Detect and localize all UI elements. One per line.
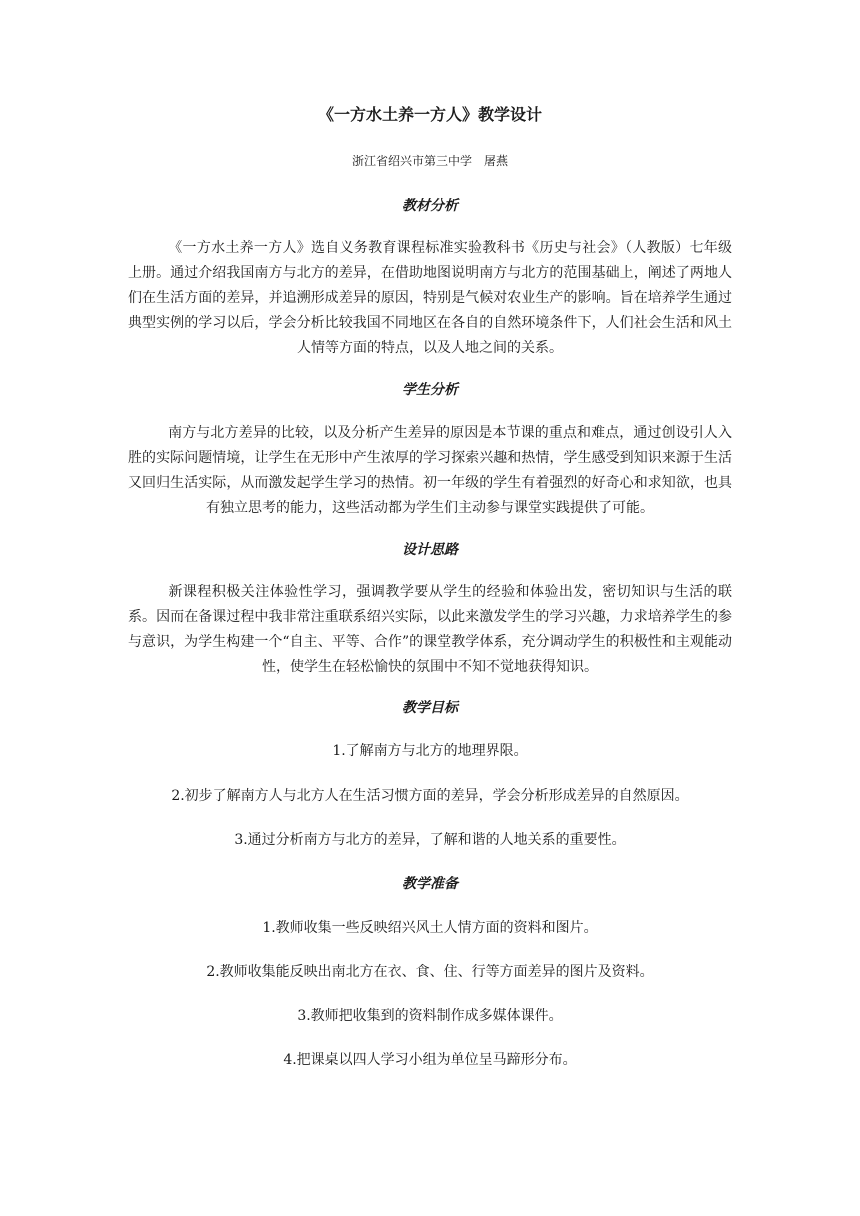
section-heading-students: 学生分析 xyxy=(402,382,458,398)
section-text-students-body: 南方与北方差异的比较，以及分析产生差异的原因是本节课的重点和难点，通过创设引人入胜的实际问题情境，让学生在无形中产生浓厚的学习探索兴趣和热情，学生感受到知识来源于生活又回归生活实际，从而激发起学生学习的热情。初一年级的学生有着强烈的好奇心和求知欲，也具有独立思考的能力，这些活动都为学生们主动参与课堂实践提供了可能。 xyxy=(128,425,732,516)
preparation-item: 1.教师收集一些反映绍兴风土人情方面的资料和图片。 xyxy=(262,920,598,936)
goal-item: 3.通过分析南方与北方的差异，了解和谐的人地关系的重要性。 xyxy=(234,832,626,848)
section-heading-materials: 教材分析 xyxy=(402,198,458,214)
section-text-materials-body: 《一方水土养一方人》选自义务教育课程标准实验教科书《历史与社会》（人教版）七年级上册。通过介绍我国南方与北方的差异，在借助地图说明南方与北方的范围基础上，阐述了两地人们在生活方面的差异，并追溯形成差异的原因，特别是气候对农业生产的影响。旨在培养学生通过典型实例的学习以后，学会分析比较我国不同地区在各自的自然环境条件下，人们社会生活和风土人情等方面的特点，以及人地之间的关系。 xyxy=(128,240,732,356)
goal-item: 1.了解南方与北方的地理界限。 xyxy=(332,743,528,759)
preparation-item: 3.教师把收集到的资料制作成多媒体课件。 xyxy=(297,1008,563,1024)
goal-item: 2.初步了解南方人与北方人在生活习惯方面的差异，学会分析形成差异的自然原因。 xyxy=(171,788,689,804)
document-author: 浙江省绍兴市第三中学 屠燕 xyxy=(351,154,508,168)
section-text-students xyxy=(128,421,732,521)
section-heading-preparation: 教学准备 xyxy=(402,876,458,892)
preparation-item: 4.把课桌以四人学习小组为单位呈马蹄形分布。 xyxy=(283,1052,577,1068)
section-text-design-body: 新课程积极关注体验性学习，强调教学要从学生的经验和体验出发，密切知识与生活的联系。因而在备课过程中我非常注重联系绍兴实际，以此来激发学生的学习兴趣，力求培养学生的参与意识，为学生构建一个“自主、平等、合作”的课堂教学体系，充分调动学生的积极性和主观能动性，使学生在轻松愉快的氛围中不知不觉地获得知识。 xyxy=(128,584,732,675)
section-heading-design: 设计思路 xyxy=(402,542,458,558)
section-heading-goals: 教学目标 xyxy=(402,700,458,716)
section-text-materials xyxy=(128,236,732,361)
preparation-item: 2.教师收集能反映出南北方在衣、食、住、行等方面差异的图片及资料。 xyxy=(206,964,654,980)
document-title: 《一方水土养一方人》教学设计 xyxy=(317,105,542,124)
section-text-design xyxy=(128,580,732,680)
